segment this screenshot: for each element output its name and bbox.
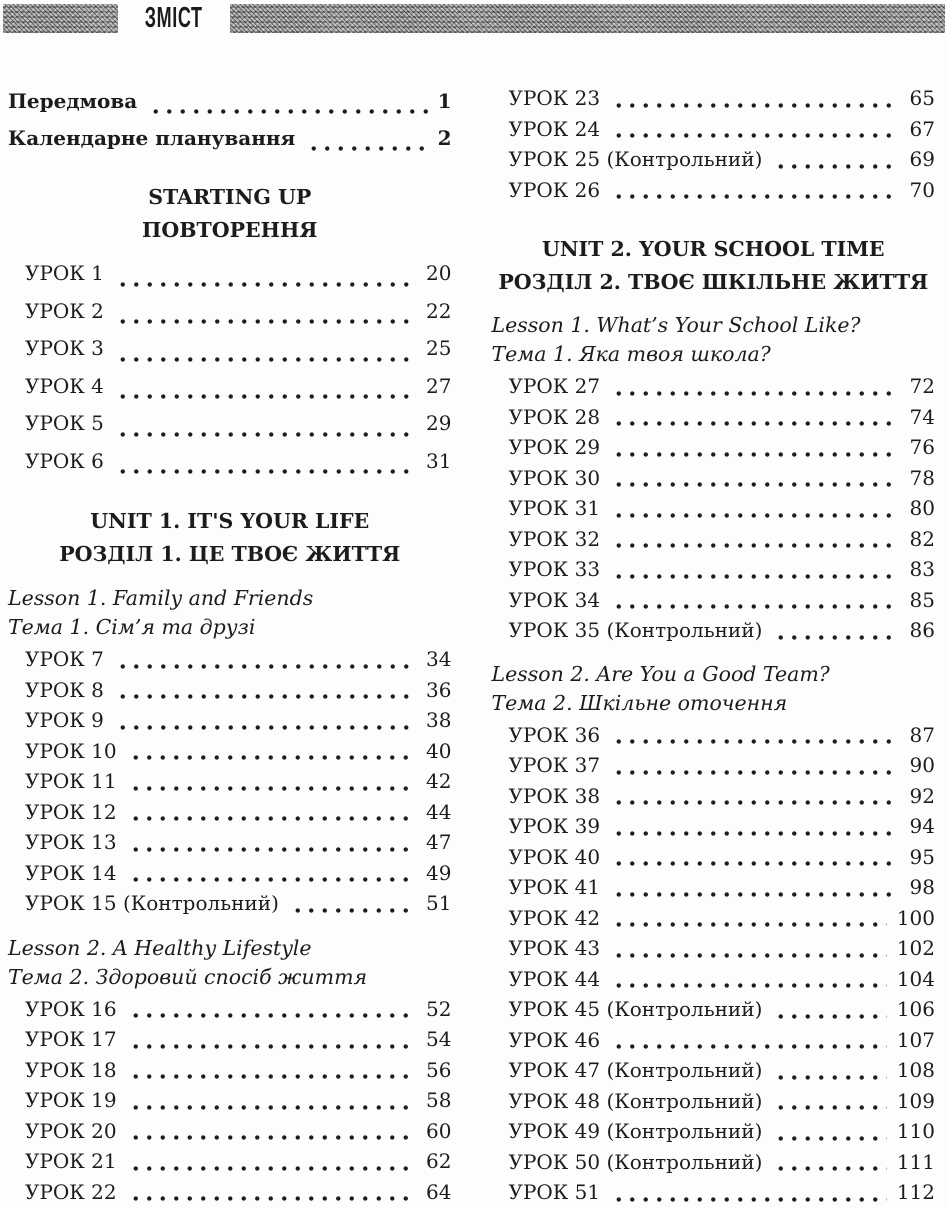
toc-row-page: 106 [896, 997, 935, 1021]
toc-row [8, 766, 452, 797]
toc-row-page: 109 [896, 1088, 935, 1113]
dot-leader [142, 83, 432, 120]
toc-row-label: УРОК 19 [25, 1088, 117, 1112]
dot-leader [605, 585, 904, 616]
toc-row-label: УРОК 20 [25, 1118, 117, 1143]
toc-row-label: УРОК 41 [508, 875, 601, 899]
dot-leader [605, 842, 904, 873]
toc-row [8, 736, 452, 767]
toc-row-page: 82 [909, 526, 935, 551]
dot-leader [605, 872, 904, 903]
toc-row [492, 175, 936, 206]
toc-row [492, 1086, 936, 1117]
toc-row-label: Календарне планування [8, 126, 296, 150]
toc-row [492, 872, 936, 903]
toc-row [492, 432, 936, 463]
toc-row-label: УРОК 30 [508, 465, 601, 490]
toc-row-label: УРОК 23 [508, 86, 601, 110]
dot-leader [605, 463, 904, 494]
toc-row [492, 371, 936, 402]
lesson-heading-unit1-lesson2 [8, 934, 452, 992]
toc-row-page: 42 [426, 769, 452, 793]
toc-row-page: 44 [426, 799, 452, 824]
toc-row [492, 554, 936, 585]
dot-leader [109, 330, 421, 368]
toc-row-page: 80 [909, 496, 935, 520]
dot-leader [767, 1116, 891, 1147]
lesson-title-uk: Тема 2. Шкільне оточення [491, 690, 788, 715]
toc-row-label: УРОК 45 (Контрольний) [508, 997, 763, 1021]
toc-row-label: УРОК 12 [25, 799, 117, 824]
dot-leader [605, 371, 904, 402]
toc-row-label: УРОК 7 [25, 647, 104, 671]
lesson-title-uk: Тема 2. Здоровий спосіб життя [8, 964, 368, 989]
toc-row-label: УРОК 49 (Контрольний) [508, 1119, 763, 1143]
toc-row [8, 994, 452, 1025]
front-matter [8, 83, 452, 157]
toc-row [8, 255, 452, 293]
toc-row-page: 64 [426, 1179, 452, 1204]
toc-row-label: УРОК 15 (Контрольний) [25, 891, 279, 915]
toc-row-page: 40 [426, 738, 452, 763]
toc-row [492, 585, 936, 616]
toc-row [8, 675, 452, 706]
toc-row [492, 402, 936, 433]
toc-row [492, 144, 936, 175]
toc-row [8, 705, 452, 736]
toc-row [492, 933, 936, 964]
toc-row-page: 49 [426, 860, 452, 885]
dot-leader [109, 293, 421, 331]
toc-row-label: Передмова [8, 89, 138, 113]
toc-row [8, 83, 452, 120]
lesson-title-en: Lesson 1. Family and Friends [8, 586, 314, 610]
toc-row-page: 52 [426, 996, 452, 1021]
dot-leader [605, 781, 904, 812]
toc-row-page: 90 [909, 753, 935, 777]
dot-leader [767, 144, 904, 175]
dot-leader [767, 1086, 891, 1117]
toc-row [492, 750, 936, 781]
dot-leader [605, 964, 892, 995]
toc-row-label: УРОК 32 [508, 526, 601, 551]
dot-leader [605, 1025, 892, 1056]
toc-row-page: 34 [426, 647, 452, 671]
toc-row [8, 1146, 452, 1177]
dot-leader [767, 1147, 891, 1178]
toc-row-label: УРОК 42 [508, 905, 601, 930]
toc-row-page: 54 [426, 1027, 452, 1051]
toc-row-label: УРОК 4 [25, 373, 104, 398]
toc-row [492, 842, 936, 873]
toc-row-label: УРОК 44 [508, 966, 601, 991]
toc-row [492, 615, 936, 646]
lesson-rows-unit2-lesson2 [492, 720, 936, 1208]
page-header [0, 4, 947, 33]
toc-row-label: УРОК 39 [508, 814, 601, 838]
dot-leader [109, 368, 421, 406]
toc-row-label: УРОК 34 [508, 587, 601, 612]
toc-row-label: УРОК 22 [25, 1179, 117, 1204]
section-heading-unit-1 [8, 505, 452, 571]
page-title-box [118, 4, 230, 33]
toc-row [492, 463, 936, 494]
dot-leader [605, 402, 904, 433]
dot-leader [605, 83, 904, 114]
dot-leader [605, 114, 904, 145]
toc-row-label: УРОК 5 [25, 411, 104, 435]
toc-row-label: УРОК 43 [508, 936, 601, 960]
toc-row-label: УРОК 35 (Контрольний) [508, 618, 763, 642]
toc-row-page: 108 [896, 1058, 935, 1082]
dot-leader [767, 994, 891, 1025]
toc-row-page: 100 [896, 905, 935, 930]
toc-row [8, 368, 452, 406]
lesson-heading-unit2-lesson1 [492, 311, 936, 369]
toc-row-page: 98 [909, 875, 935, 899]
dot-leader [605, 1177, 892, 1208]
toc-row-page: 92 [909, 783, 935, 808]
toc-row-label: УРОК 11 [25, 769, 117, 793]
lesson-rows-unit2-lesson1 [492, 371, 936, 646]
dot-leader [605, 720, 904, 751]
toc-row [8, 120, 452, 157]
toc-row-label: УРОК 17 [25, 1027, 117, 1051]
section-heading-uk: РОЗДІЛ 1. ЦЕ ТВОЄ ЖИТТЯ [59, 542, 401, 566]
toc-row [492, 524, 936, 555]
toc-row [492, 1025, 936, 1056]
dot-leader [122, 994, 421, 1025]
lesson-heading-unit2-lesson2 [492, 660, 936, 718]
toc-row [492, 83, 936, 114]
toc-row-page: 2 [437, 126, 452, 150]
toc-left-column [8, 83, 452, 1208]
section-heading-uk: ПОВТОРЕННЯ [141, 218, 318, 242]
lesson-rows-starting-up [8, 255, 452, 480]
toc-row-page: 51 [426, 891, 452, 915]
dot-leader [122, 827, 421, 858]
toc-row-page: 60 [426, 1118, 452, 1143]
dot-leader [122, 736, 421, 767]
toc-row-label: УРОК 13 [25, 830, 117, 854]
dot-leader [109, 705, 421, 736]
toc-row-page: 87 [909, 722, 935, 747]
toc-row [492, 1055, 936, 1086]
dot-leader [605, 811, 904, 842]
toc-row-page: 56 [426, 1057, 452, 1082]
lesson-title-en: Lesson 1. What’s Your School Like? [491, 313, 861, 337]
lesson-heading-unit1-lesson1 [8, 584, 452, 642]
toc-row-label: УРОК 37 [508, 753, 601, 777]
dot-leader [109, 443, 421, 481]
dot-leader [284, 888, 421, 919]
toc-row-page: 86 [909, 618, 935, 642]
section-heading-uk: РОЗДІЛ 2. ТВОЄ ШКІЛЬНЕ ЖИТТЯ [498, 270, 929, 294]
toc-row-label: УРОК 51 [508, 1180, 601, 1204]
lesson-rows-unit1-lesson1 [8, 644, 452, 919]
dot-leader [122, 1146, 421, 1177]
toc-row [492, 994, 936, 1025]
dot-leader [122, 766, 421, 797]
toc-row [492, 1147, 936, 1178]
dot-leader [767, 615, 904, 646]
toc-row-page: 29 [426, 411, 452, 435]
dot-leader [109, 405, 421, 443]
toc-row-page: 76 [909, 435, 935, 459]
dot-leader [605, 432, 904, 463]
toc-row-page: 107 [896, 1027, 935, 1052]
toc-row-page: 95 [909, 844, 935, 869]
toc-row-label: УРОК 28 [508, 404, 601, 429]
dot-leader [605, 933, 892, 964]
toc-row [492, 903, 936, 934]
toc-row-page: 102 [896, 936, 935, 960]
toc-row [8, 405, 452, 443]
toc-row-label: УРОК 21 [25, 1149, 117, 1173]
toc-row-label: УРОК 26 [508, 177, 601, 202]
section-heading-en: UNIT 2. YOUR SCHOOL TIME [541, 237, 885, 261]
toc-row-page: 65 [909, 86, 935, 110]
toc-row-page: 74 [909, 404, 935, 429]
toc-row-page: 36 [426, 677, 452, 702]
header-texture-band-right [230, 4, 945, 33]
toc-row-label: УРОК 16 [25, 996, 117, 1021]
section-heading-starting-up [8, 181, 452, 247]
dot-leader [605, 554, 904, 585]
toc-row-page: 110 [896, 1119, 935, 1143]
dot-leader [122, 1055, 421, 1086]
dot-leader [122, 1085, 421, 1116]
toc-row-label: УРОК 29 [508, 435, 601, 459]
toc-right-column [492, 83, 936, 1208]
toc-row-label: УРОК 9 [25, 708, 104, 732]
toc-row-page: 112 [896, 1180, 935, 1204]
toc-row-page: 22 [426, 298, 452, 323]
dot-leader [767, 1055, 891, 1086]
toc-row [492, 114, 936, 145]
toc-row [8, 1024, 452, 1055]
lesson-title-en: Lesson 2. Are You a Good Team? [491, 661, 830, 686]
dot-leader [122, 1177, 421, 1208]
dot-leader [605, 903, 892, 934]
toc-row [8, 888, 452, 919]
section-heading-en: STARTING UP [148, 185, 312, 209]
toc-row-label: УРОК 18 [25, 1057, 117, 1082]
dot-leader [122, 1116, 421, 1147]
toc-row-page: 83 [909, 557, 935, 581]
section-heading-unit-2 [492, 233, 936, 299]
toc-row [8, 644, 452, 675]
toc-row-label: УРОК 47 (Контрольний) [508, 1058, 763, 1082]
dot-leader [605, 750, 904, 781]
toc-row-label: УРОК 48 (Контрольний) [508, 1088, 763, 1113]
lesson-title-en: Lesson 2. A Healthy Lifestyle [8, 935, 312, 960]
toc-row [8, 1055, 452, 1086]
dot-leader [605, 493, 904, 524]
toc-row-label: УРОК 24 [508, 116, 601, 141]
dot-leader [109, 255, 421, 293]
lesson-rows-unit1-continued [492, 83, 936, 205]
toc-row-label: УРОК 25 (Контрольний) [508, 147, 763, 171]
dot-leader [605, 524, 904, 555]
toc-row-page: 1 [437, 89, 452, 113]
toc-row [492, 493, 936, 524]
toc-content [0, 83, 947, 1208]
toc-row-page: 25 [426, 336, 452, 360]
dot-leader [122, 797, 421, 828]
toc-row-label: УРОК 2 [25, 298, 104, 323]
toc-row-page: 58 [426, 1088, 452, 1112]
toc-row-page: 94 [909, 814, 935, 838]
toc-row-page: 20 [426, 261, 452, 285]
toc-row-page: 104 [896, 966, 935, 991]
lesson-title-uk: Тема 1. Яка твоя школа? [491, 342, 771, 366]
toc-row-label: УРОК 14 [25, 860, 117, 885]
toc-row-page: 85 [909, 587, 935, 612]
toc-row [8, 1085, 452, 1116]
toc-row [8, 797, 452, 828]
dot-leader [109, 675, 421, 706]
toc-row-page: 62 [426, 1149, 452, 1173]
dot-leader [122, 1024, 421, 1055]
toc-row-page: 70 [909, 177, 935, 202]
toc-row-label: УРОК 33 [508, 557, 601, 581]
toc-row [8, 827, 452, 858]
header-texture-band-left [3, 4, 118, 33]
dot-leader [122, 858, 421, 889]
dot-leader [109, 644, 421, 675]
dot-leader [300, 120, 432, 157]
toc-row-page: 72 [909, 374, 935, 398]
lesson-title-uk: Тема 1. Сім’я та друзі [8, 615, 256, 639]
toc-row-label: УРОК 6 [25, 448, 104, 473]
toc-row-label: УРОК 40 [508, 844, 601, 869]
toc-row [492, 781, 936, 812]
dot-leader [605, 175, 904, 206]
toc-row [492, 1116, 936, 1147]
toc-row-page: 27 [426, 373, 452, 398]
toc-row-label: УРОК 50 (Контрольний) [508, 1149, 763, 1174]
toc-row-page: 47 [426, 830, 452, 854]
toc-row-label: УРОК 3 [25, 336, 104, 360]
toc-row [8, 330, 452, 368]
toc-row-page: 78 [909, 465, 935, 490]
toc-row-label: УРОК 8 [25, 677, 104, 702]
toc-row-page: 67 [909, 116, 935, 141]
toc-row-label: УРОК 1 [25, 261, 104, 285]
toc-row-page: 31 [426, 448, 452, 473]
toc-row-page: 69 [909, 147, 935, 171]
toc-row-page: 111 [896, 1149, 935, 1174]
toc-row [492, 964, 936, 995]
section-heading-en: UNIT 1. IT'S YOUR LIFE [90, 509, 370, 533]
toc-row-label: УРОК 46 [508, 1027, 601, 1052]
toc-row-label: УРОК 27 [508, 374, 601, 398]
toc-row-label: УРОК 38 [508, 783, 601, 808]
toc-row-page: 38 [426, 708, 452, 732]
toc-row [492, 811, 936, 842]
toc-row [492, 1177, 936, 1208]
toc-row [492, 720, 936, 751]
toc-row-label: УРОК 10 [25, 738, 117, 763]
toc-row [8, 293, 452, 331]
lesson-rows-unit1-lesson2 [8, 994, 452, 1208]
toc-row [8, 1177, 452, 1208]
toc-row-label: УРОК 36 [508, 722, 601, 747]
toc-row [8, 1116, 452, 1147]
page-title: ЗМІСТ [145, 2, 203, 34]
toc-row [8, 858, 452, 889]
toc-row-label: УРОК 31 [508, 496, 601, 520]
toc-row [8, 443, 452, 481]
